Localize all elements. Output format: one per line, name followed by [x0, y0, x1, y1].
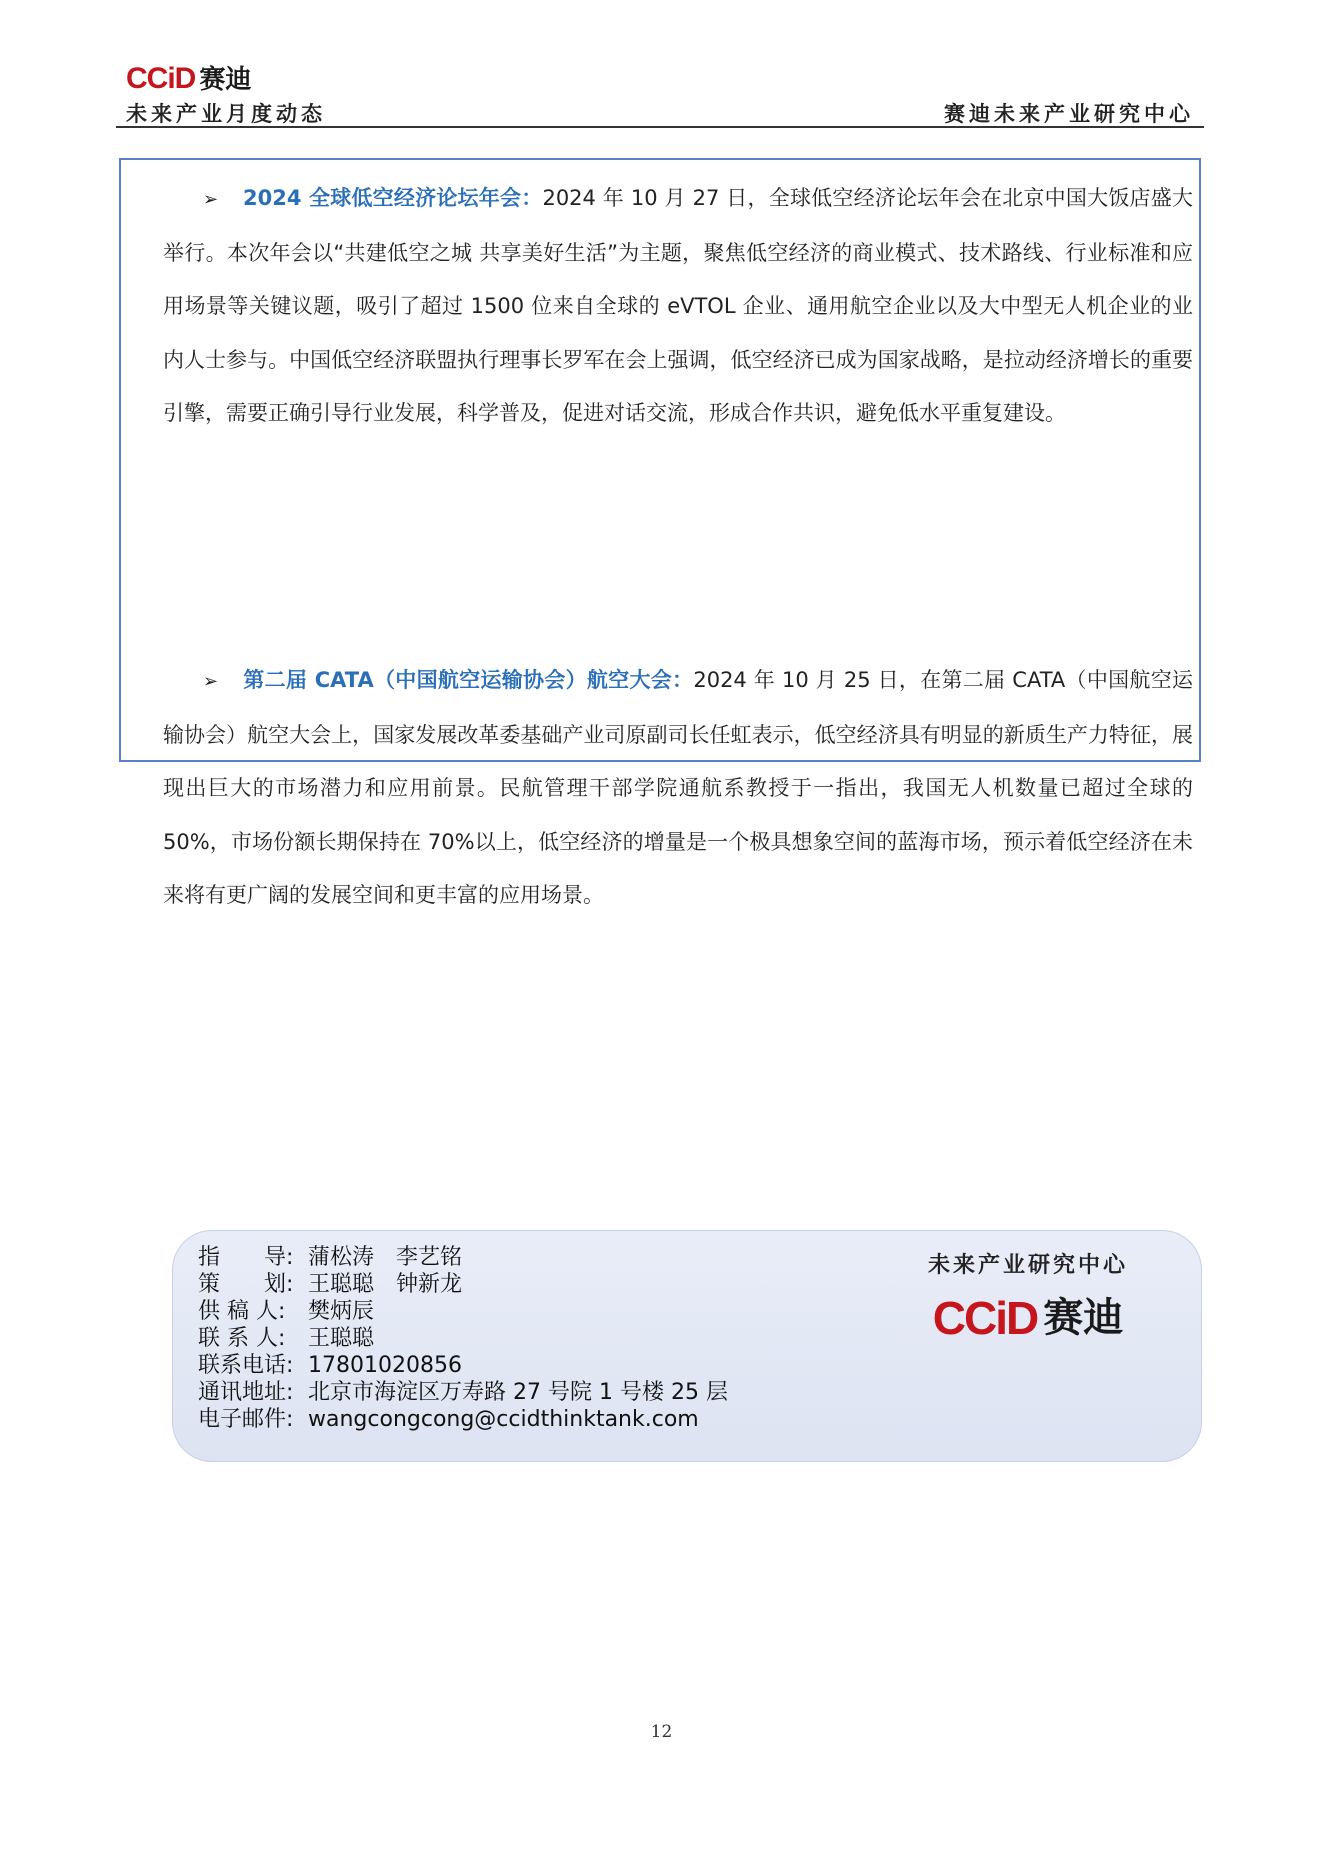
card-brand — [918, 1248, 1138, 1344]
news-item-body: 2024 年 10 月 25 日，在第二届 CATA（中国航空运输协会）航空大会上，国家发展改革委基础产业司原副司长任虹表示，低空经济具有明显的新质生产力特征，展现出巨大的市场潜力和应用前景。民航管理干部学院通航系教授于一指出，我国无人机数量已超过全球的 50%，市场份额长期保持在 70%以上，低空经济的增量是一个极具想象空间的蓝海市场，预示着低空经济在未来将有更广阔的发展空间和更丰富的应用场景。 — [163, 668, 1193, 907]
news-item — [163, 654, 1193, 923]
news-item-body: 2024 年 10 月 27 日，全球低空经济论坛年会在北京中国大饭店盛大举行。本次年会以“共建低空之城 共享美好生活”为主题，聚焦低空经济的商业模式、技术路线、行业标准和应用场景等关键议题，吸引了超过 1500 位来自全球的 eVTOL 企业、通用航空企业以及大中型无人机企业的业内人士参与。中国低空经济联盟执行理事长罗军在会上强调，低空经济已成为国家战略，是拉动经济增长的重要引擎，需要正确引导行业发展，科学普及，促进对话交流，形成合作共识，避免低水平重复建设。 — [163, 186, 1193, 425]
contact-value: 北京市海淀区万寿路 27 号院 1 号楼 25 层 — [308, 1380, 728, 1405]
news-box — [119, 158, 1201, 907]
contact-row-contact — [198, 1325, 728, 1352]
contact-row-author — [198, 1298, 728, 1325]
page-number: 12 — [650, 1722, 673, 1742]
contact-row-phone — [198, 1352, 728, 1379]
arrow-bullet-icon: ➢ — [203, 671, 219, 692]
arrow-bullet-icon: ➢ — [203, 189, 219, 210]
logo-cn: 赛迪 — [199, 64, 252, 94]
header-right-title: 赛迪未来产业研究中心 — [944, 101, 1194, 126]
news-item-lead: 第二届 CATA（中国航空运输协会）航空大会： — [243, 668, 694, 692]
contact-label: 指 导: — [198, 1245, 294, 1270]
contact-row-address — [198, 1379, 728, 1406]
contact-label: 供 稿 人: — [198, 1299, 286, 1324]
card-brand-title: 未来产业研究中心 — [927, 1252, 1128, 1278]
contact-rows — [198, 1244, 728, 1433]
card-ccid-logo — [918, 1292, 1138, 1344]
news-item — [163, 172, 1193, 441]
contact-row-email — [198, 1406, 728, 1433]
contact-value: 樊炳辰 — [308, 1299, 375, 1324]
contact-value: 王聪聪 — [308, 1326, 375, 1351]
contact-label: 通讯地址: — [198, 1380, 294, 1405]
contact-value: 蒲松涛 李艺铭 — [308, 1245, 463, 1270]
contact-value: wangcongcong@ccidthinktank.com — [308, 1407, 699, 1432]
card-logo-brand: CCiD — [932, 1292, 1038, 1344]
page-header — [116, 58, 1204, 130]
contact-label: 联 系 人: — [198, 1326, 286, 1351]
contact-value: 17801020856 — [308, 1353, 462, 1378]
contact-card — [172, 1230, 1202, 1462]
contact-label: 电子邮件: — [198, 1407, 294, 1432]
header-divider — [116, 126, 1204, 128]
contact-value: 王聪聪 钟新龙 — [308, 1272, 463, 1297]
ccid-logo — [126, 64, 251, 94]
contact-row-advisor — [198, 1244, 728, 1271]
header-left-title: 未来产业月度动态 — [126, 101, 326, 126]
news-item-lead: 2024 全球低空经济论坛年会： — [243, 186, 543, 210]
contact-label: 联系电话: — [198, 1353, 294, 1378]
logo-brand: CCiD — [126, 62, 196, 95]
card-logo-cn: 赛迪 — [1043, 1296, 1124, 1340]
contact-label: 策 划: — [198, 1272, 294, 1297]
contact-row-planner — [198, 1271, 728, 1298]
